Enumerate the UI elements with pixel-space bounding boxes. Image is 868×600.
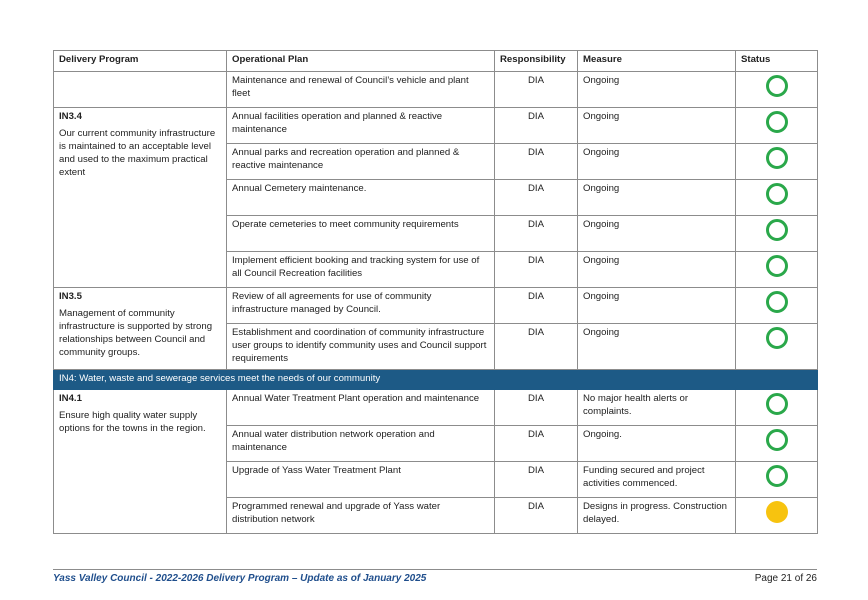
operational-plan-cell: Annual facilities operation and planned & reactive maintenance <box>227 108 495 144</box>
header-delivery-program: Delivery Program <box>54 51 227 72</box>
responsibility-cell: DIA <box>495 498 578 534</box>
table-row <box>54 108 818 144</box>
status-green-ring-icon <box>766 147 788 169</box>
measure-cell: Funding secured and project activities commenced. <box>578 462 736 498</box>
program-description: Ensure high quality water supply options for the towns in the region. <box>59 409 206 434</box>
status-green-ring-icon <box>766 429 788 451</box>
status-green-ring-icon <box>766 291 788 313</box>
status-cell <box>736 462 818 498</box>
delivery-program-cell <box>54 108 227 288</box>
responsibility-cell: DIA <box>495 252 578 288</box>
section-band-label: IN4: Water, waste and sewerage services meet the needs of our community <box>54 370 818 390</box>
operational-plan-cell: Upgrade of Yass Water Treatment Plant <box>227 462 495 498</box>
footer-title: Yass Valley Council - 2022-2026 Delivery Program – Update as of January 2025 <box>53 573 427 584</box>
status-cell <box>736 426 818 462</box>
status-cell <box>736 72 818 108</box>
measure-cell: Ongoing <box>578 72 736 108</box>
table-row <box>54 288 818 324</box>
delivery-program-cell-empty <box>54 72 227 108</box>
program-description: Management of community infrastructure is supported by strong relationships between Council and community groups. <box>59 307 213 358</box>
responsibility-cell: DIA <box>495 180 578 216</box>
responsibility-cell: DIA <box>495 324 578 370</box>
status-cell <box>736 108 818 144</box>
section-band-row <box>54 370 818 390</box>
responsibility-cell: DIA <box>495 390 578 426</box>
status-cell <box>736 180 818 216</box>
table-row <box>54 390 818 426</box>
operational-plan-cell: Implement efficient booking and tracking system for use of all Council Recreation facilities <box>227 252 495 288</box>
status-green-ring-icon <box>766 219 788 241</box>
status-cell <box>736 252 818 288</box>
status-green-ring-icon <box>766 393 788 415</box>
delivery-program-cell <box>54 288 227 370</box>
status-cell <box>736 216 818 252</box>
status-green-ring-icon <box>766 111 788 133</box>
responsibility-cell: DIA <box>495 72 578 108</box>
measure-cell: Ongoing <box>578 216 736 252</box>
operational-plan-cell: Annual Cemetery maintenance. <box>227 180 495 216</box>
status-cell <box>736 324 818 370</box>
status-cell <box>736 390 818 426</box>
responsibility-cell: DIA <box>495 288 578 324</box>
responsibility-cell: DIA <box>495 108 578 144</box>
table-header-row <box>54 51 818 72</box>
operational-plan-cell: Review of all agreements for use of community infrastructure managed by Council. <box>227 288 495 324</box>
footer-divider <box>53 569 817 570</box>
header-operational-plan: Operational Plan <box>227 51 495 72</box>
status-green-ring-icon <box>766 465 788 487</box>
status-green-ring-icon <box>766 183 788 205</box>
responsibility-cell: DIA <box>495 144 578 180</box>
status-cell <box>736 288 818 324</box>
measure-cell: Ongoing <box>578 288 736 324</box>
operational-plan-cell: Annual water distribution network operation and maintenance <box>227 426 495 462</box>
operational-plan-cell: Establishment and coordination of community infrastructure user groups to identify community uses and Council support requirements <box>227 324 495 370</box>
status-amber-dot-icon <box>766 501 788 523</box>
measure-cell: Ongoing <box>578 180 736 216</box>
program-code: IN4.1 <box>59 393 82 404</box>
status-cell <box>736 144 818 180</box>
program-description: Our current community infrastructure is maintained to an acceptable level and used to the maximum practical extent <box>59 127 216 178</box>
status-green-ring-icon <box>766 75 788 97</box>
status-green-ring-icon <box>766 327 788 349</box>
status-green-ring-icon <box>766 255 788 277</box>
delivery-program-cell <box>54 390 227 534</box>
measure-cell: Ongoing <box>578 252 736 288</box>
header-responsibility: Responsibility <box>495 51 578 72</box>
delivery-program-table <box>53 50 818 534</box>
table-row <box>54 72 818 108</box>
measure-cell: Ongoing <box>578 144 736 180</box>
operational-plan-cell: Operate cemeteries to meet community requirements <box>227 216 495 252</box>
measure-cell: No major health alerts or complaints. <box>578 390 736 426</box>
operational-plan-cell: Annual parks and recreation operation and planned & reactive maintenance <box>227 144 495 180</box>
responsibility-cell: DIA <box>495 462 578 498</box>
program-code: IN3.5 <box>59 291 82 302</box>
status-cell <box>736 498 818 534</box>
responsibility-cell: DIA <box>495 216 578 252</box>
header-measure: Measure <box>578 51 736 72</box>
program-code: IN3.4 <box>59 111 82 122</box>
operational-plan-cell: Annual Water Treatment Plant operation and maintenance <box>227 390 495 426</box>
header-status: Status <box>736 51 818 72</box>
responsibility-cell: DIA <box>495 426 578 462</box>
measure-cell: Designs in progress. Construction delayed. <box>578 498 736 534</box>
page-number: Page 21 of 26 <box>754 573 817 584</box>
operational-plan-cell: Maintenance and renewal of Council’s vehicle and plant fleet <box>227 72 495 108</box>
measure-cell: Ongoing <box>578 108 736 144</box>
operational-plan-cell: Programmed renewal and upgrade of Yass water distribution network <box>227 498 495 534</box>
measure-cell: Ongoing. <box>578 426 736 462</box>
measure-cell: Ongoing <box>578 324 736 370</box>
